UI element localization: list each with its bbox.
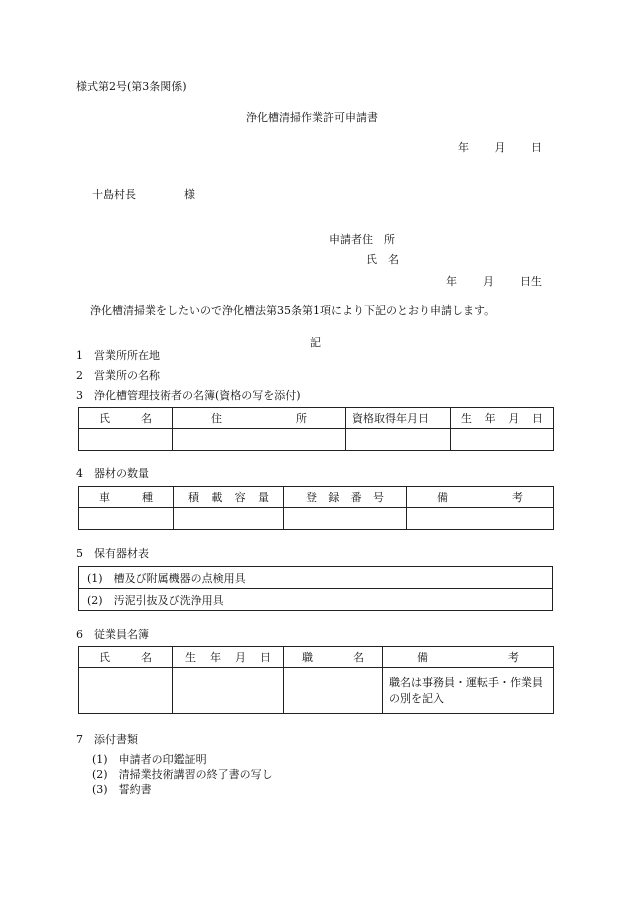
table-header-row [79, 647, 554, 668]
date-day: 日 [531, 141, 542, 154]
header-qualification-date: 資格取得年月日 [346, 408, 451, 429]
header-birth-date: 生 年 月 日 [451, 408, 554, 429]
ki-heading: 記 [310, 336, 321, 349]
cell-remarks-note: 職名は事務員・運転手・作業員の別を記入 [383, 668, 554, 714]
header-job-title: 職 名 [284, 647, 383, 668]
applicant-address-label: 申請者住 所 [329, 233, 395, 246]
attachment-item-1: (1) 申請者の印鑑証明 [92, 753, 207, 766]
cell-job-title[interactable] [284, 668, 383, 714]
section-6-label: 6 従業員名簿 [76, 628, 149, 641]
equipment-item-1: (1) 槽及び附属機器の点検用具 [79, 567, 553, 589]
table-row [79, 429, 554, 451]
birth-date-line [446, 273, 542, 289]
table-header-row [79, 408, 554, 429]
header-name: 氏 名 [79, 408, 173, 429]
cell-registration-number[interactable] [284, 508, 407, 530]
equipment-item-2: (2) 汚泥引抜及び洗浄用具 [79, 589, 553, 611]
addressee-name: 十島村長 [92, 188, 136, 201]
header-vehicle-type: 車 種 [79, 487, 174, 508]
cell-load-capacity[interactable] [174, 508, 284, 530]
header-registration-number: 登 録 番 号 [284, 487, 407, 508]
cell-birth-date[interactable] [173, 668, 284, 714]
equipment-list-table [78, 566, 553, 611]
birth-month: 月 [483, 275, 494, 288]
table-row [79, 508, 554, 530]
header-address: 住 所 [173, 408, 346, 429]
addressee-honorific: 様 [184, 188, 195, 201]
cell-name[interactable] [79, 429, 173, 451]
header-remarks: 備 考 [383, 647, 554, 668]
section-3-label: 3 浄化槽管理技術者の名簿(資格の写を添付) [76, 389, 301, 402]
form-number: 様式第2号(第3条関係) [76, 80, 187, 93]
attachment-item-3: (3) 誓約書 [92, 783, 152, 796]
document-title: 浄化槽清掃作業許可申請書 [246, 111, 378, 124]
date-year: 年 [458, 141, 469, 154]
list-item [79, 589, 553, 611]
header-name: 氏 名 [79, 647, 173, 668]
cell-qualification-date[interactable] [346, 429, 451, 451]
cell-name[interactable] [79, 668, 173, 714]
cell-vehicle-type[interactable] [79, 508, 174, 530]
table-header-row [79, 487, 554, 508]
cell-address[interactable] [173, 429, 346, 451]
birth-year: 年 [446, 275, 457, 288]
attachment-item-2: (2) 清掃業技術講習の終了書の写し [92, 768, 273, 781]
cell-remarks[interactable] [407, 508, 554, 530]
section-1-label: 1 営業所所在地 [76, 349, 160, 362]
technician-table [78, 407, 554, 451]
table-row [79, 668, 554, 714]
section-2-label: 2 営業所の名称 [76, 369, 160, 382]
header-remarks: 備 考 [407, 487, 554, 508]
section-4-label: 4 器材の数量 [76, 467, 149, 480]
header-load-capacity: 積 載 容 量 [174, 487, 284, 508]
section-5-label: 5 保有器材表 [76, 547, 149, 560]
header-birth-date: 生 年 月 日 [173, 647, 284, 668]
list-item [79, 567, 553, 589]
application-statement: 浄化槽清掃業をしたいので浄化槽法第35条第1項により下記のとおり申請します。 [90, 304, 496, 317]
employee-table [78, 646, 554, 714]
date-line [458, 139, 542, 155]
equipment-quantity-table [78, 486, 554, 530]
cell-birth-date[interactable] [451, 429, 554, 451]
birth-day: 日生 [520, 275, 542, 288]
section-7-label: 7 添付書類 [76, 733, 138, 746]
date-month: 月 [494, 141, 506, 154]
applicant-name-label: 氏 名 [366, 253, 399, 266]
